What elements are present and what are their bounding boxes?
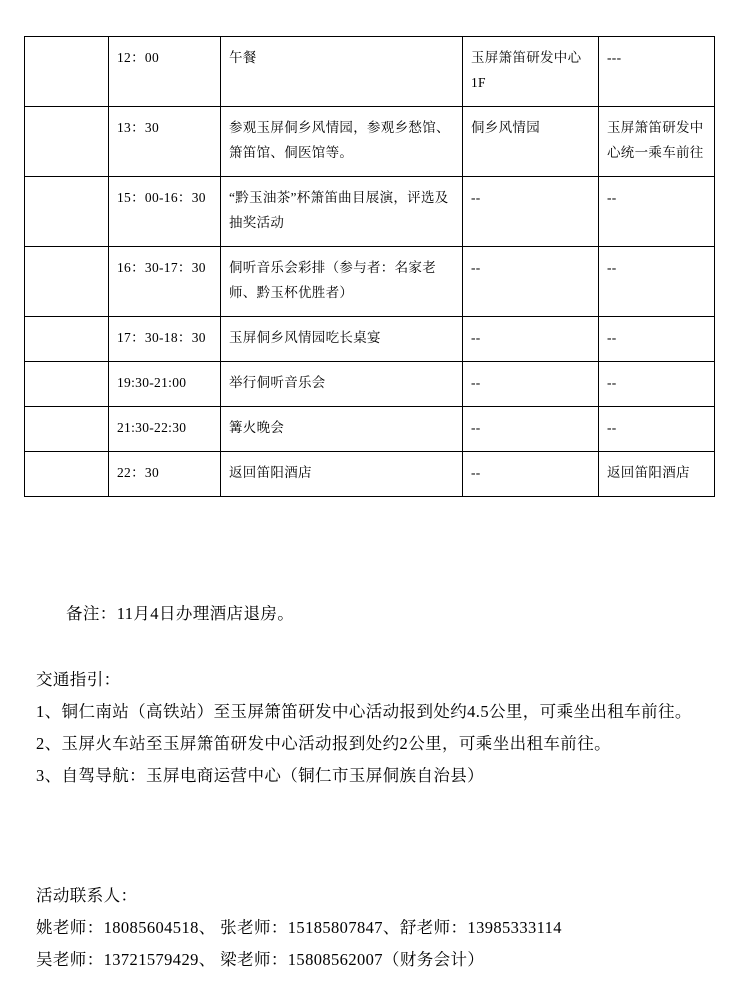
traffic-guide-section (36, 664, 726, 791)
cell-place: 侗乡风情园 (463, 106, 599, 176)
cell-note: -- (599, 361, 715, 406)
table-row (25, 246, 715, 316)
cell-note: 玉屏箫笛研发中心统一乘车前往 (599, 106, 715, 176)
cell-content: 午餐 (221, 37, 463, 107)
cell-blank (25, 361, 109, 406)
table-row (25, 451, 715, 496)
cell-content: 侗听音乐会彩排（参与者：名家老师、黔玉杯优胜者） (221, 246, 463, 316)
cell-content: 举行侗听音乐会 (221, 361, 463, 406)
cell-place: -- (463, 361, 599, 406)
cell-note: -- (599, 246, 715, 316)
cell-place: -- (463, 316, 599, 361)
table-row (25, 37, 715, 107)
traffic-guide-item: 2、玉屏火车站至玉屏箫笛研发中心活动报到处约2公里，可乘坐出租车前往。 (36, 733, 611, 753)
cell-content: 参观玉屏侗乡风情园，参观乡愁馆、箫笛馆、侗医馆等。 (221, 106, 463, 176)
cell-place: -- (463, 451, 599, 496)
cell-time: 16：30-17：30 (109, 246, 221, 316)
cell-place: -- (463, 246, 599, 316)
cell-blank (25, 246, 109, 316)
table-row (25, 176, 715, 246)
cell-time: 19:30-21:00 (109, 361, 221, 406)
cell-content: 玉屏侗乡风情园吃长桌宴 (221, 316, 463, 361)
cell-time: 21:30-22:30 (109, 406, 221, 451)
cell-note: -- (599, 316, 715, 361)
cell-content: “黔玉油茶”杯箫笛曲目展演，评选及抽奖活动 (221, 176, 463, 246)
schedule-table-wrapper (24, 36, 714, 497)
cell-note: 返回笛阳酒店 (599, 451, 715, 496)
cell-blank (25, 316, 109, 361)
contact-line: 姚老师：18085604518、 张老师：15185807847、舒老师：13985333114 (36, 918, 562, 938)
cell-blank (25, 106, 109, 176)
cell-note: -- (599, 406, 715, 451)
schedule-table (24, 36, 715, 497)
cell-content: 篝火晚会 (221, 406, 463, 451)
cell-content: 返回笛阳酒店 (221, 451, 463, 496)
contacts-section (36, 880, 726, 976)
cell-note: --- (599, 37, 715, 107)
remark-line: 备注：11月4日办理酒店退房。 (66, 604, 295, 623)
cell-time: 13：30 (109, 106, 221, 176)
cell-time: 12：00 (109, 37, 221, 107)
cell-place: 玉屏箫笛研发中心1F (463, 37, 599, 107)
cell-time: 22：30 (109, 451, 221, 496)
cell-blank (25, 451, 109, 496)
cell-place: -- (463, 406, 599, 451)
traffic-guide-item: 3、自驾导航：玉屏电商运营中心（铜仁市玉屏侗族自治县） (36, 765, 485, 785)
cell-blank (25, 406, 109, 451)
table-row (25, 106, 715, 176)
table-row (25, 406, 715, 451)
table-row (25, 361, 715, 406)
cell-blank (25, 176, 109, 246)
contacts-title: 活动联系人： (36, 886, 138, 905)
table-row (25, 316, 715, 361)
cell-note: -- (599, 176, 715, 246)
cell-time: 17：30-18：30 (109, 316, 221, 361)
traffic-guide-title: 交通指引： (36, 670, 121, 689)
cell-place: -- (463, 176, 599, 246)
traffic-guide-item: 1、铜仁南站（高铁站）至玉屏箫笛研发中心活动报到处约4.5公里，可乘坐出租车前往。 (36, 702, 692, 722)
contact-line: 吴老师：13721579429、 梁老师：15808562007（财务会计） (36, 949, 485, 969)
cell-blank (25, 37, 109, 107)
cell-time: 15：00-16：30 (109, 176, 221, 246)
